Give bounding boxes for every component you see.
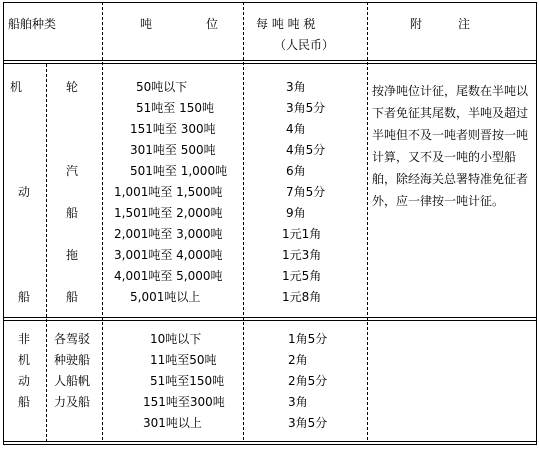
motor-tonnage: 2,001吨至 3,000吨 (114, 227, 223, 241)
motor-type-char: 船 (66, 290, 79, 304)
motor-tax: 9角 (286, 206, 306, 220)
motor-tax: 7角5分 (286, 185, 326, 199)
nonmotor-tonnage: 10吨以下 (150, 332, 202, 346)
motor-type-char: 轮 (66, 80, 79, 94)
motor-tax: 4角5分 (286, 143, 326, 157)
motor-tonnage: 3,001吨至 4,000吨 (114, 248, 223, 262)
motor-label-char: 动 (18, 185, 31, 199)
nonmotor-tax: 3角 (288, 395, 308, 409)
motor-tax: 1元1角 (282, 227, 322, 241)
motor-label-char: 机 (10, 80, 23, 94)
header-ship-type: 船舶种类 (8, 17, 57, 31)
nonmotor-label-char: 机 (18, 353, 31, 367)
nonmotor-tonnage: 51吨至150吨 (150, 374, 225, 388)
header-tonnage-left: 吨 (140, 17, 153, 31)
nonmotor-type-line: 各驾驳 (54, 332, 91, 346)
motor-type-char: 船 (66, 206, 79, 220)
motor-tax: 1元3角 (282, 248, 322, 262)
nonmotor-tax: 2角 (288, 353, 308, 367)
motor-tax: 3角5分 (286, 101, 326, 115)
nonmotor-label-char: 非 (18, 332, 31, 346)
header-currency: （人民币） (274, 38, 335, 52)
motor-note: 按净吨位计征，尾数在半吨以下者免征其尾数，半吨及超过半吨但不及一吨者则晋按一吨计算，又不及一吨的小型船舶，除经海关总署特准免征者外，应一律按一吨计征。 (372, 84, 529, 208)
header-tax-per-ton: 每 吨 吨 税 (256, 17, 316, 31)
nonmotor-type-line: 人船帆 (54, 374, 91, 388)
header-note-right: 注 (458, 17, 471, 31)
motor-tax: 1元8角 (282, 290, 322, 304)
nonmotor-label-char: 动 (18, 374, 31, 388)
nonmotor-label-char: 船 (18, 395, 31, 409)
nonmotor-tonnage: 11吨至50吨 (150, 353, 217, 367)
motor-label-char: 船 (18, 290, 31, 304)
motor-tonnage: 501吨至 1,000吨 (130, 164, 228, 178)
nonmotor-tax: 1角5分 (288, 332, 328, 346)
nonmotor-tax: 3角5分 (288, 416, 328, 430)
motor-type-char: 拖 (66, 248, 79, 262)
motor-tonnage: 151吨至 300吨 (130, 122, 216, 136)
motor-tonnage: 50吨以下 (136, 80, 188, 94)
motor-tax: 6角 (286, 164, 306, 178)
motor-tax: 3角 (286, 80, 306, 94)
nonmotor-tonnage: 151吨至300吨 (143, 395, 225, 409)
motor-tonnage: 1,501吨至 2,000吨 (114, 206, 223, 220)
motor-tax: 1元5角 (282, 269, 322, 283)
motor-tonnage: 1,001吨至 1,500吨 (114, 185, 223, 199)
motor-tonnage: 5,001吨以上 (130, 290, 201, 304)
motor-tonnage: 301吨至 500吨 (130, 143, 216, 157)
motor-tonnage: 4,001吨至 5,000吨 (114, 269, 223, 283)
nonmotor-type-line: 种驶船 (54, 353, 91, 367)
motor-tax: 4角 (286, 122, 306, 136)
nonmotor-type-line: 力及船 (54, 395, 91, 409)
nonmotor-tonnage: 301吨以上 (143, 416, 202, 430)
header-note-left: 附 (410, 17, 423, 31)
motor-type-char: 汽 (66, 164, 79, 178)
motor-tonnage: 51吨至 150吨 (136, 101, 214, 115)
nonmotor-tax: 2角5分 (288, 374, 328, 388)
header-tonnage-right: 位 (206, 17, 219, 31)
